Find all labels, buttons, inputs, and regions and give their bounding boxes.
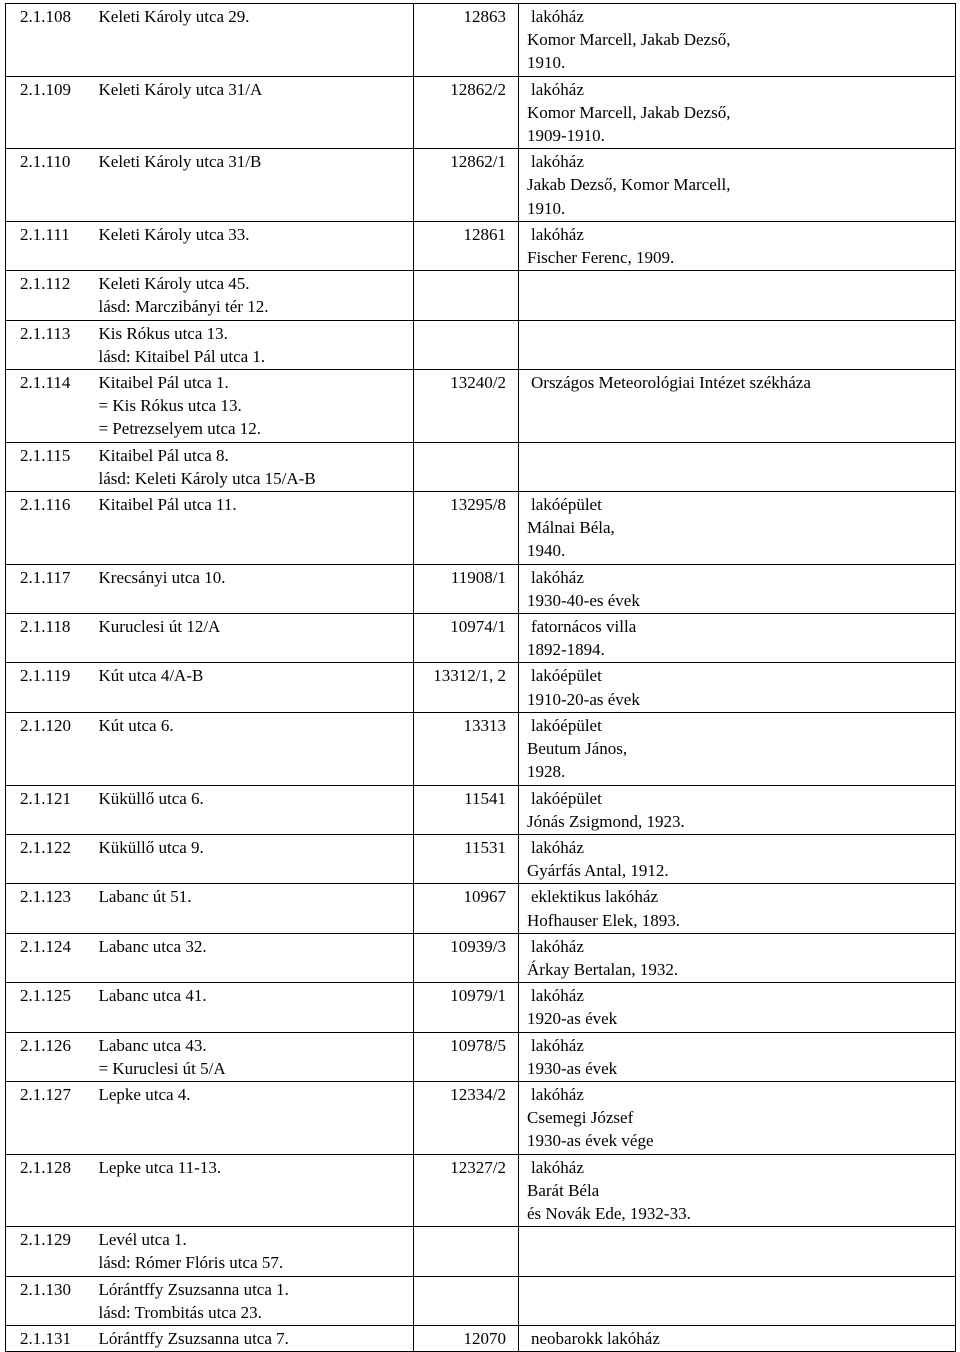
row-id: 2.1.114 <box>6 370 94 443</box>
lot-number: 12861 <box>414 221 519 270</box>
building-type: lakóház <box>531 986 584 1006</box>
address-line: Kitaibel Pál utca 8. <box>98 445 229 465</box>
address-line: Lepke utca 11-13. <box>98 1157 222 1177</box>
address-cell <box>94 149 414 222</box>
address-line: Kitaibel Pál utca 1. <box>98 373 229 393</box>
address-cell <box>94 271 414 320</box>
address-line: Levél utca 1. <box>98 1230 187 1250</box>
description-line: Hofhauser Elek, 1893. <box>527 910 680 930</box>
table-row <box>6 834 956 883</box>
address-line: Keleti Károly utca 31/A <box>98 79 263 99</box>
table-row <box>6 564 956 613</box>
building-type: lakóépület <box>531 666 602 686</box>
row-id: 2.1.108 <box>6 4 94 77</box>
description-cell <box>519 884 956 933</box>
description-line: Jónás Zsigmond, 1923. <box>527 811 685 831</box>
description-line: Árkay Bertalan, 1932. <box>527 959 679 979</box>
row-id: 2.1.110 <box>6 149 94 222</box>
address-note: lásd: Marczibányi tér 12. <box>98 297 269 317</box>
lot-number: 10978/5 <box>414 1032 519 1081</box>
address-note: lásd: Kitaibel Pál utca 1. <box>98 346 266 366</box>
address-line: Küküllő utca 6. <box>98 788 204 808</box>
address-cell <box>94 933 414 982</box>
lot-number: 10974/1 <box>414 614 519 663</box>
description-cell <box>519 442 956 491</box>
table-row <box>6 663 956 712</box>
row-id: 2.1.122 <box>6 834 94 883</box>
address-line: Lórántffy Zsuzsanna utca 7. <box>98 1328 289 1348</box>
address-line: Keleti Károly utca 33. <box>98 224 250 244</box>
description-cell <box>519 564 956 613</box>
lot-number <box>414 442 519 491</box>
lot-number: 12862/2 <box>414 76 519 149</box>
lot-number: 10979/1 <box>414 983 519 1032</box>
description-line: Jakab Dezső, Komor Marcell, <box>527 175 731 195</box>
address-line: Labanc út 51. <box>98 887 192 907</box>
address-line: Krecsányi utca 10. <box>98 567 226 587</box>
address-line: Labanc utca 43. <box>98 1035 207 1055</box>
description-line: Csemegi József <box>527 1108 634 1128</box>
lot-number: 13312/1, 2 <box>414 663 519 712</box>
description-cell <box>519 1081 956 1154</box>
building-type: lakóház <box>531 1035 584 1055</box>
row-id: 2.1.129 <box>6 1227 94 1276</box>
address-line: Küküllő utca 9. <box>98 837 204 857</box>
description-line: 1930-as évek <box>527 1058 618 1078</box>
description-cell <box>519 614 956 663</box>
lot-number: 12070 <box>414 1325 519 1351</box>
address-cell <box>94 1276 414 1325</box>
building-type: lakóház <box>531 1084 584 1104</box>
address-cell <box>94 1154 414 1227</box>
description-cell <box>519 1325 956 1351</box>
description-cell <box>519 320 956 369</box>
address-cell <box>94 1227 414 1276</box>
description-cell <box>519 4 956 77</box>
address-cell <box>94 983 414 1032</box>
row-id: 2.1.113 <box>6 320 94 369</box>
address-cell <box>94 663 414 712</box>
address-cell <box>94 834 414 883</box>
table-row <box>6 1154 956 1227</box>
table-row <box>6 983 956 1032</box>
table-row <box>6 884 956 933</box>
address-line: Kút utca 4/A-B <box>98 666 204 686</box>
address-cell <box>94 221 414 270</box>
description-line: Fischer Ferenc, 1909. <box>527 248 675 268</box>
description-cell <box>519 834 956 883</box>
table-row <box>6 492 956 565</box>
description-line: 1892-1894. <box>527 640 605 660</box>
description-line: 1928. <box>527 762 566 782</box>
row-id: 2.1.112 <box>6 271 94 320</box>
address-cell <box>94 1081 414 1154</box>
description-line: 1910. <box>527 53 566 73</box>
description-line: Komor Marcell, Jakab Dezső, <box>527 102 731 122</box>
description-line: Barát Béla <box>527 1180 600 1200</box>
description-cell <box>519 1227 956 1276</box>
building-type: fatornácos villa <box>531 617 637 637</box>
table-row <box>6 614 956 663</box>
address-line: Labanc utca 41. <box>98 986 207 1006</box>
lot-number: 10939/3 <box>414 933 519 982</box>
row-id: 2.1.124 <box>6 933 94 982</box>
table-row <box>6 1032 956 1081</box>
description-line: 1909-1910. <box>527 126 605 146</box>
lot-number: 12862/1 <box>414 149 519 222</box>
building-type: lakóház <box>531 837 584 857</box>
lot-number: 11531 <box>414 834 519 883</box>
row-id: 2.1.119 <box>6 663 94 712</box>
row-id: 2.1.109 <box>6 76 94 149</box>
row-id: 2.1.123 <box>6 884 94 933</box>
table-row <box>6 933 956 982</box>
address-note: = Kuruclesi út 5/A <box>98 1058 226 1078</box>
row-id: 2.1.130 <box>6 1276 94 1325</box>
lot-number <box>414 271 519 320</box>
lot-number: 11541 <box>414 785 519 834</box>
address-cell <box>94 370 414 443</box>
description-cell <box>519 712 956 785</box>
description-cell <box>519 492 956 565</box>
row-id: 2.1.117 <box>6 564 94 613</box>
lot-number: 11908/1 <box>414 564 519 613</box>
description-line: 1930-40-es évek <box>527 590 640 610</box>
address-line: Labanc utca 32. <box>98 936 207 956</box>
building-type: lakóház <box>531 567 584 587</box>
address-cell <box>94 564 414 613</box>
address-cell <box>94 785 414 834</box>
address-note: = Petrezselyem utca 12. <box>98 419 262 439</box>
lot-number: 13295/8 <box>414 492 519 565</box>
table-row <box>6 785 956 834</box>
address-cell <box>94 1325 414 1351</box>
address-line: Kitaibel Pál utca 11. <box>98 495 237 515</box>
description-cell <box>519 933 956 982</box>
row-id: 2.1.120 <box>6 712 94 785</box>
description-line: és Novák Ede, 1932-33. <box>527 1203 691 1223</box>
address-note: lásd: Keleti Károly utca 15/A-B <box>98 468 316 488</box>
description-line: 1940. <box>527 541 566 561</box>
building-type: lakóépület <box>531 495 602 515</box>
address-line: Keleti Károly utca 31/B <box>98 152 262 172</box>
description-cell <box>519 76 956 149</box>
address-note: = Kis Rókus utca 13. <box>98 396 242 416</box>
building-type: lakóház <box>531 1157 584 1177</box>
description-cell <box>519 370 956 443</box>
heritage-register-table <box>5 3 956 1352</box>
row-id: 2.1.125 <box>6 983 94 1032</box>
description-line: 1930-as évek vége <box>527 1131 654 1151</box>
table-row <box>6 1325 956 1351</box>
description-line: 1910. <box>527 198 566 218</box>
address-cell <box>94 320 414 369</box>
description-line: Beutum János, <box>527 739 628 759</box>
table-row <box>6 442 956 491</box>
lot-number: 10967 <box>414 884 519 933</box>
row-id: 2.1.127 <box>6 1081 94 1154</box>
lot-number <box>414 1227 519 1276</box>
description-line: Komor Marcell, Jakab Dezső, <box>527 30 731 50</box>
lot-number: 12334/2 <box>414 1081 519 1154</box>
address-cell <box>94 442 414 491</box>
row-id: 2.1.116 <box>6 492 94 565</box>
description-cell <box>519 271 956 320</box>
row-id: 2.1.111 <box>6 221 94 270</box>
address-line: Kuruclesi út 12/A <box>98 617 221 637</box>
register-table-body <box>6 4 956 1352</box>
description-cell <box>519 149 956 222</box>
address-cell <box>94 492 414 565</box>
description-cell <box>519 221 956 270</box>
lot-number <box>414 320 519 369</box>
description-line: Málnai Béla, <box>527 518 615 538</box>
lot-number: 12327/2 <box>414 1154 519 1227</box>
building-type: Országos Meteorológiai Intézet székháza <box>531 373 811 393</box>
address-line: Kis Rókus utca 13. <box>98 323 228 343</box>
description-line: 1910-20-as évek <box>527 689 640 709</box>
description-cell <box>519 1032 956 1081</box>
description-cell <box>519 1276 956 1325</box>
table-row <box>6 149 956 222</box>
address-cell <box>94 614 414 663</box>
table-row <box>6 1276 956 1325</box>
building-type: lakóépület <box>531 788 602 808</box>
description-line: Gyárfás Antal, 1912. <box>527 861 669 881</box>
address-line: Keleti Károly utca 45. <box>98 274 250 294</box>
row-id: 2.1.131 <box>6 1325 94 1351</box>
building-type: neobarokk lakóház <box>531 1328 660 1348</box>
table-row <box>6 1227 956 1276</box>
building-type: lakóház <box>531 224 584 244</box>
address-line: Lórántffy Zsuzsanna utca 1. <box>98 1279 289 1299</box>
address-note: lásd: Trombitás utca 23. <box>98 1302 262 1322</box>
address-note: lásd: Rómer Flóris utca 57. <box>98 1253 284 1273</box>
address-line: Kút utca 6. <box>98 715 174 735</box>
row-id: 2.1.126 <box>6 1032 94 1081</box>
table-row <box>6 1081 956 1154</box>
address-cell <box>94 1032 414 1081</box>
address-cell <box>94 76 414 149</box>
description-line: 1920-as évek <box>527 1009 618 1029</box>
address-cell <box>94 712 414 785</box>
building-type: eklektikus lakóház <box>531 887 658 907</box>
table-row <box>6 370 956 443</box>
lot-number: 13240/2 <box>414 370 519 443</box>
description-cell <box>519 1154 956 1227</box>
row-id: 2.1.118 <box>6 614 94 663</box>
table-row <box>6 76 956 149</box>
table-row <box>6 320 956 369</box>
table-row <box>6 221 956 270</box>
description-cell <box>519 785 956 834</box>
lot-number: 12863 <box>414 4 519 77</box>
row-id: 2.1.128 <box>6 1154 94 1227</box>
row-id: 2.1.115 <box>6 442 94 491</box>
address-line: Keleti Károly utca 29. <box>98 7 250 26</box>
table-row <box>6 271 956 320</box>
building-type: lakóépület <box>531 715 602 735</box>
address-line: Lepke utca 4. <box>98 1084 191 1104</box>
register-page <box>5 3 955 1352</box>
building-type: lakóház <box>531 79 584 99</box>
building-type: lakóház <box>531 936 584 956</box>
description-cell <box>519 663 956 712</box>
lot-number <box>414 1276 519 1325</box>
building-type: lakóház <box>531 152 584 172</box>
table-row <box>6 4 956 77</box>
table-row <box>6 712 956 785</box>
row-id: 2.1.121 <box>6 785 94 834</box>
building-type: lakóház <box>531 7 584 26</box>
description-cell <box>519 983 956 1032</box>
lot-number: 13313 <box>414 712 519 785</box>
address-cell <box>94 4 414 77</box>
address-cell <box>94 884 414 933</box>
